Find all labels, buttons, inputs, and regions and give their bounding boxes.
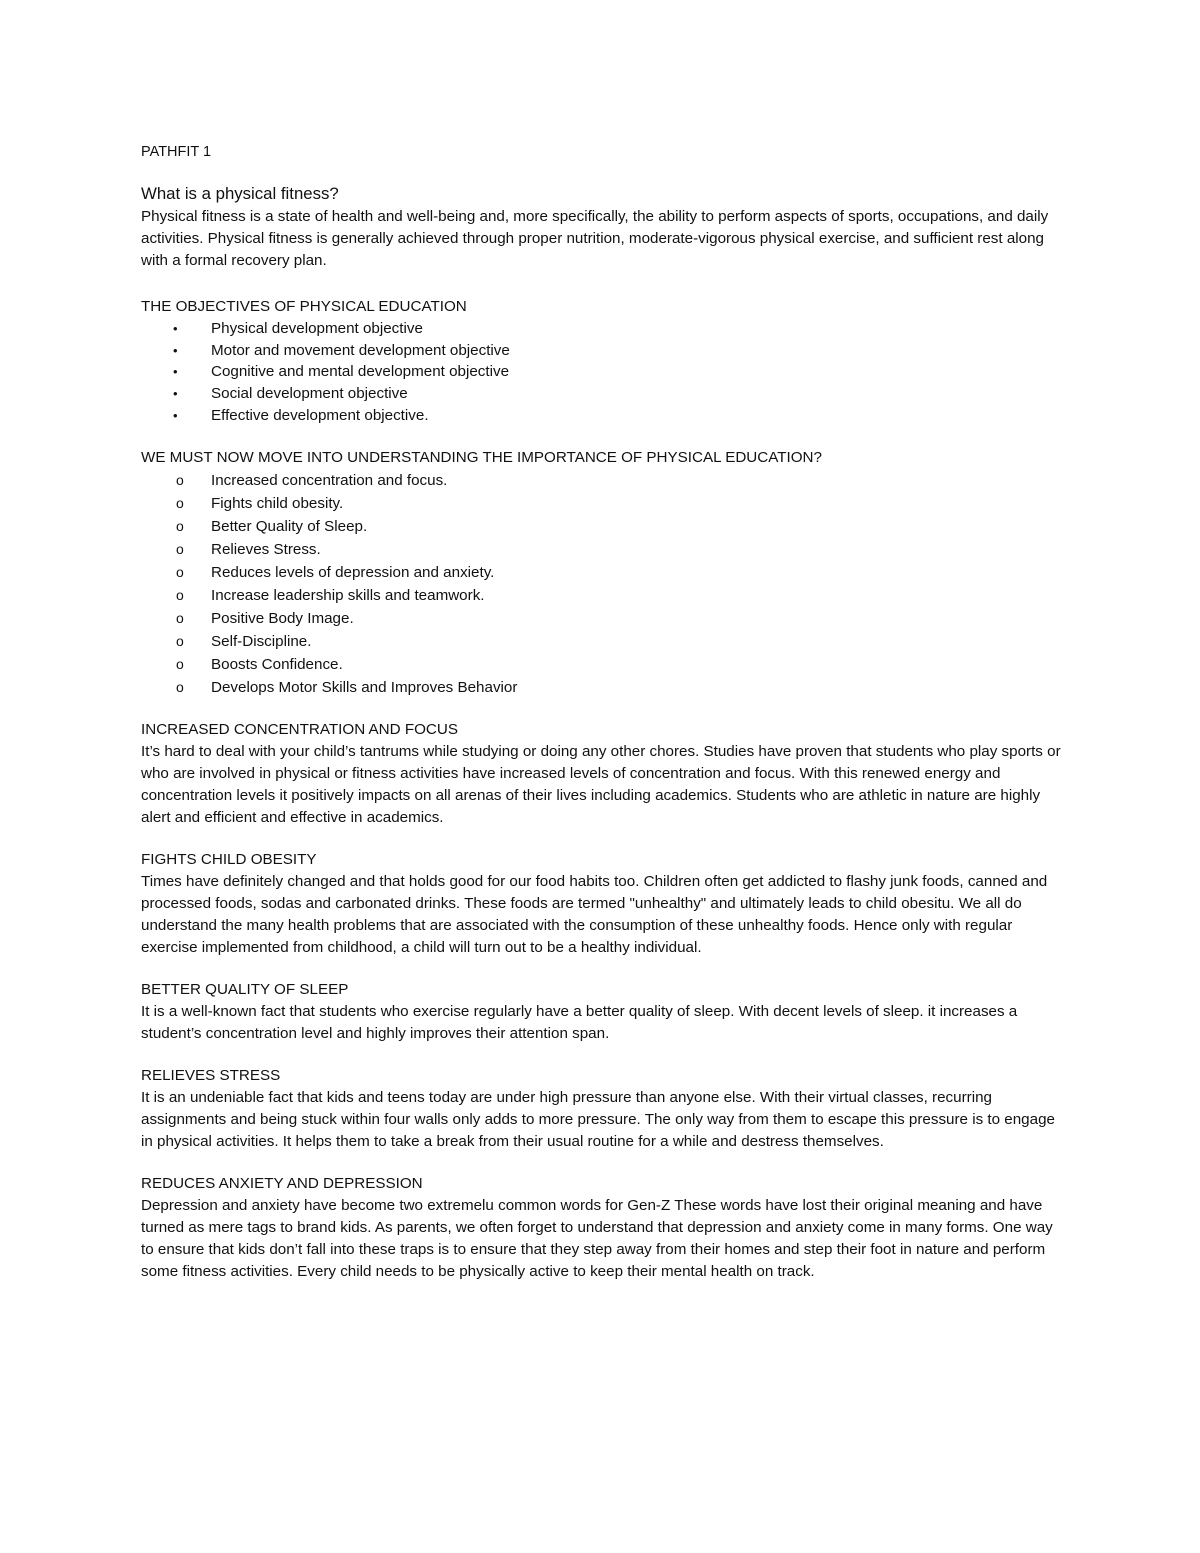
- spacer: [141, 829, 1061, 849]
- list-item: [141, 561, 1061, 584]
- list-item-text: Cognitive and mental development objective: [211, 363, 510, 381]
- document-label: PATHFIT 1: [141, 144, 212, 160]
- intro-paragraph: Physical fitness is a state of health and well-being and, more specifically, the ability to perform aspects of sports, occupations, and daily activities. Physical fitness is generally achieved through proper nutrition, moderate-vigorous physical exercise, and sufficient rest along with a formal recovery plan.: [141, 208, 1049, 269]
- circle-bullet-icon: o: [176, 517, 184, 534]
- importance-heading: WE MUST NOW MOVE INTO UNDERSTANDING THE IMPORTANCE OF PHYSICAL EDUCATION?: [141, 448, 822, 466]
- list-item: [141, 607, 1061, 630]
- section-heading-sleep: BETTER QUALITY OF SLEEP: [141, 981, 349, 999]
- spacer: [141, 699, 1061, 719]
- list-item: [141, 469, 1061, 492]
- circle-bullet-icon: o: [176, 563, 184, 580]
- list-item-text: Increased concentration and focus.: [211, 471, 448, 489]
- bullet-icon: •: [173, 386, 178, 402]
- bullet-icon: •: [173, 342, 178, 358]
- list-item: [141, 630, 1061, 653]
- list-item-text: Social development objective: [211, 385, 408, 403]
- circle-bullet-icon: o: [176, 471, 184, 488]
- document-body: [141, 141, 1061, 1283]
- list-item-text: Relieves Stress.: [211, 540, 321, 558]
- list-item: [141, 405, 1061, 427]
- section-heading-concentration: INCREASED CONCENTRATION AND FOCUS: [141, 721, 458, 739]
- section-paragraph-obesity: Times have definitely changed and that holds good for our food habits too. Children often get addicted to flashy junk foods, canned and processed foods, sodas and carbonated drinks. These foods are termed "unhealthy" and ultimately leads to child obesitu. We all do understand the many health problems that are associated with the consumption of these unhealthy foods. Hence only with regular exercise implemented from childhood, a child will turn out to be a healthy individual.: [141, 873, 1048, 957]
- objectives-list: [141, 318, 1061, 427]
- list-item-text: Positive Body Image.: [211, 610, 354, 628]
- circle-bullet-icon: o: [176, 610, 184, 627]
- section-paragraph-anxiety: Depression and anxiety have become two extremelu common words for Gen-Z These words have lost their original meaning and have turned as mere tags to brand kids. As parents, we often forget to understand that depression and anxiety come in many forms. One way to ensure that kids don’t fall into these traps is to ensure that they step away from their homes and step their foot in nature and perform some fitness activities. Every child needs to be physically active to keep their mental health on track.: [141, 1197, 1053, 1281]
- list-item-text: Self-Discipline.: [211, 633, 312, 651]
- list-item-text: Develops Motor Skills and Improves Behavior: [211, 679, 518, 697]
- section-heading-obesity: FIGHTS CHILD OBESITY: [141, 851, 317, 869]
- list-item-text: Reduces levels of depression and anxiety.: [211, 563, 495, 581]
- circle-bullet-icon: o: [176, 540, 184, 557]
- circle-bullet-icon: o: [176, 633, 184, 650]
- spacer: [141, 959, 1061, 979]
- circle-bullet-icon: o: [176, 494, 184, 511]
- section-heading-stress: RELIEVES STRESS: [141, 1067, 281, 1085]
- spacer: [141, 1153, 1061, 1173]
- objectives-heading: THE OBJECTIVES OF PHYSICAL EDUCATION: [141, 298, 467, 315]
- intro-heading: What is a physical fitness?: [141, 184, 339, 203]
- importance-list: [141, 469, 1061, 700]
- list-item-text: Physical development objective: [211, 320, 423, 337]
- bullet-icon: •: [173, 407, 178, 423]
- circle-bullet-icon: o: [176, 586, 184, 603]
- list-item: [141, 492, 1061, 515]
- list-item: [141, 340, 1061, 362]
- list-item: [141, 538, 1061, 561]
- section-paragraph-sleep: It is a well-known fact that students who exercise regularly have a better quality of sleep. With decent levels of sleep. it increases a student’s concentration level and highly improves their attention span.: [141, 1003, 1018, 1043]
- bullet-icon: •: [173, 364, 178, 380]
- list-item-text: Fights child obesity.: [211, 494, 344, 512]
- list-item-text: Motor and movement development objective: [211, 341, 510, 359]
- section-paragraph-stress: It is an undeniable fact that kids and teens today are under high pressure than anyone else. With their virtual classes, recurring assignments and being stuck within four walls only adds to more pressure. The only way from them to escape this pressure is to engage in physical activities. It helps them to take a break from their usual routine for a while and destress themselves.: [141, 1089, 1055, 1151]
- list-item: [141, 383, 1061, 405]
- section-heading-anxiety: REDUCES ANXIETY AND DEPRESSION: [141, 1175, 423, 1193]
- list-item-text: Increase leadership skills and teamwork.: [211, 586, 485, 604]
- list-item: [141, 515, 1061, 538]
- list-item-text: Boosts Confidence.: [211, 656, 343, 674]
- circle-bullet-icon: o: [176, 656, 184, 673]
- list-item-text: Effective development objective.: [211, 406, 429, 424]
- spacer: [141, 272, 1061, 296]
- list-item: [141, 361, 1061, 383]
- list-item: [141, 653, 1061, 676]
- spacer: [141, 1045, 1061, 1065]
- section-paragraph-concentration: It’s hard to deal with your child’s tantrums while studying or doing any other chores. Studies have proven that students who play sports or who are involved in physical or fitness activities have increased levels of concentration and focus. With this renewed energy and concentration levels it positively impacts on all arenas of their lives including academics. Students who are athletic in nature are highly alert and efficient and effective in academics.: [141, 743, 1061, 827]
- list-item: [141, 318, 1061, 340]
- list-item: [141, 584, 1061, 607]
- spacer: [141, 427, 1061, 447]
- bullet-icon: •: [173, 321, 178, 336]
- circle-bullet-icon: o: [176, 679, 184, 696]
- list-item-text: Better Quality of Sleep.: [211, 517, 368, 535]
- list-item: [141, 676, 1061, 699]
